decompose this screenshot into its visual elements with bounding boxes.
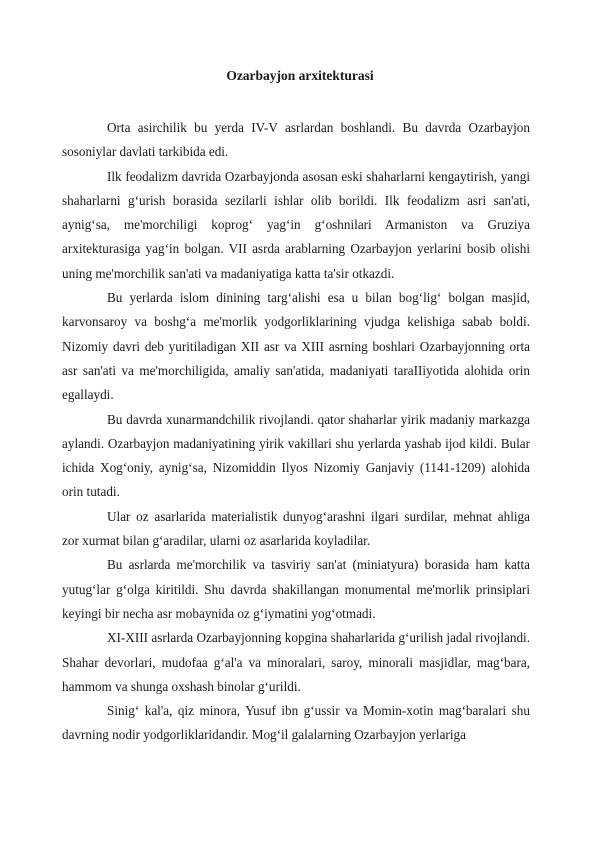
- paragraph: XI-XIII asrlarda Ozarbayjonning kopgina shaharlarida g‘urilish jadal rivojlandi. Shahar devorlari, mudofaa g‘al'a va minoralari, saroy, minorali masjidlar, mag‘bara, hammom va shunga oxshash binolar g‘urildi.: [62, 630, 530, 694]
- paragraph: Orta asirchilik bu yerda IV-V asrlardan boshlandi. Bu davrda Ozarbayjon sosoniylar davlati tarkibida edi.: [62, 120, 530, 160]
- paragraph: Bu davrda xunarmandchilik rivojlandi. qator shaharlar yirik madaniy markazga aylandi. Ozarbayjon madaniyatining yirik vakillari shu yerlarda yashab ijod kildi. Bular ichida Xog‘oniy, aynig‘sa, Nizomiddin Ilyos Nizomiy Ganjaviy (1141-1209) alohida orin tutadi.: [62, 411, 530, 500]
- paragraph: Ilk feodalizm davrida Ozarbayjonda asosan eski shaharlarni kengaytirish, yangi shaharlarni g‘urish borasida sezilarli ishlar olib borildi. Ilk feodalizm asri san'ati, aynig‘sa, me'morchiligi koprog‘ yag‘in g‘oshnilari Armaniston va Gruziya arxitekturasiga yag‘in bolgan. VII asrda arablarning Ozarbayjon yerlarini bosib olishi uning me'morchilik san'ati va madaniyatiga katta ta'sir otkazdi.: [62, 168, 530, 281]
- paragraph: Bu asrlarda me'morchilik va tasviriy san'at (miniatyura) borasida ham katta yutug‘lar g‘olga kiritildi. Shu davrda shakillangan monumental me'morlik prinsiplari keyingi bir necha asr mobaynida oz g‘iymatini yog‘otmadi.: [62, 557, 530, 621]
- paragraph: Ular oz asarlarida materialistik dunyog‘arashni ilgari surdilar, mehnat ahliga zor xurmat bilan g‘aradilar, ularni oz asarlarida koyladilar.: [62, 508, 530, 549]
- document-body: [62, 116, 530, 748]
- document-title: Ozarbayjon arxitekturasi: [226, 68, 374, 83]
- paragraph: Bu yerlarda islom dinining targ‘alishi esa u bilan bog‘lig‘ bolgan masjid, karvonsaroy va boshg‘a me'morlik yodgorliklarining vjudga kelishiga sabab boldi. Nizomiy davri deb yuritiladigan XII asr va XIII asrning boshlari Ozarbayjonning orta asr san'ati va me'morchiligida, amaliy san'atida, madaniyati taraIIiyotida alohida orin egallaydi.: [62, 290, 530, 403]
- paragraph: Sinig‘ kal'a, qiz minora, Yusuf ibn g‘ussir va Momin-xotin mag‘baralari shu davrning nodir yodgorliklaridandir. Mog‘il galalarning Ozarbayjon yerlariga: [62, 703, 530, 743]
